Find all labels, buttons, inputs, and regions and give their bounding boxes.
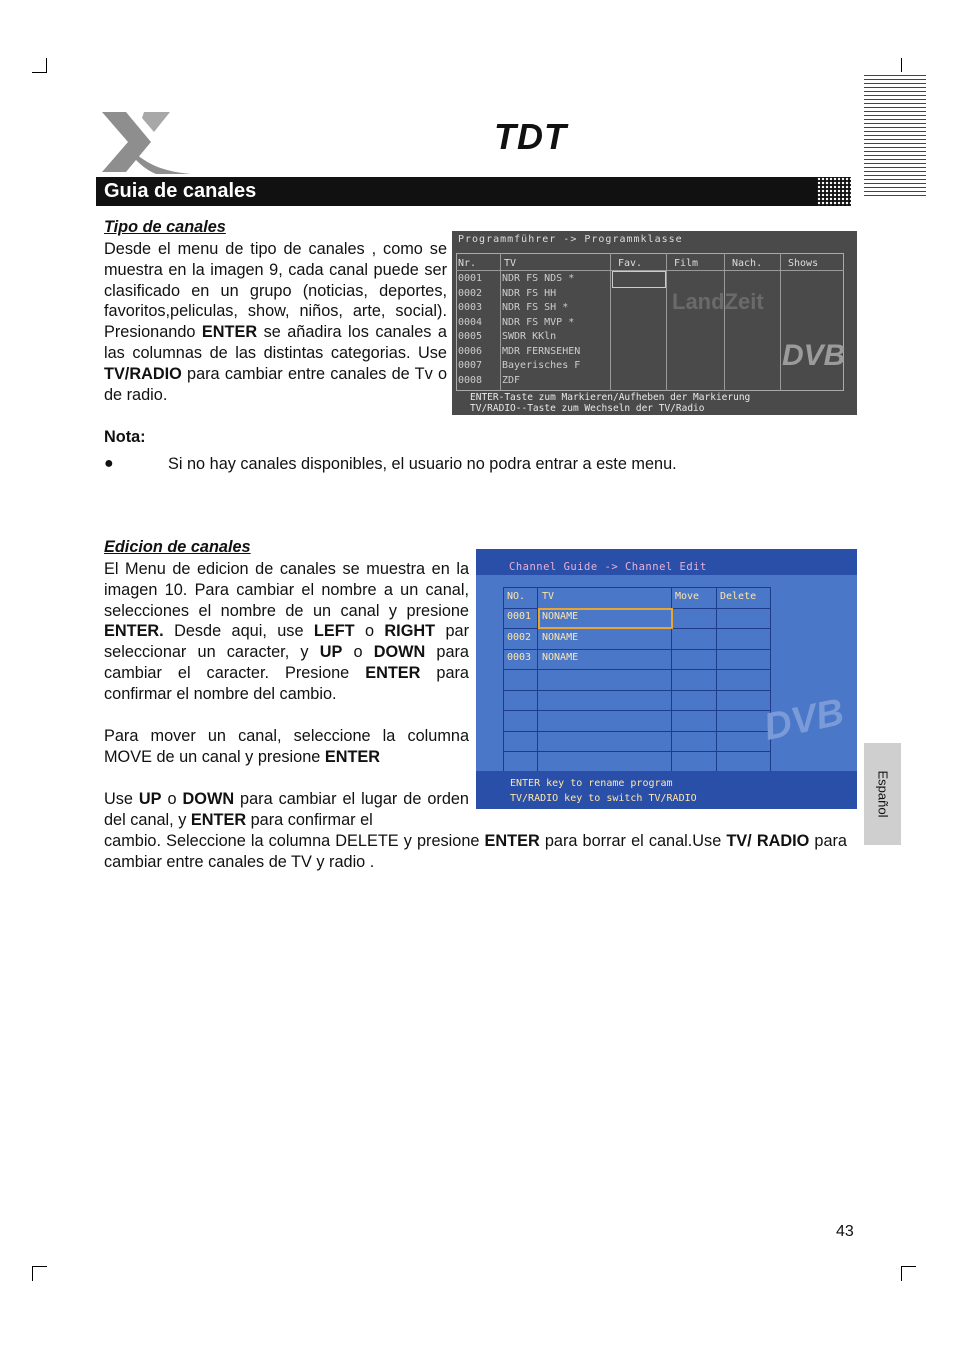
screen2-row-number: 0003 — [507, 652, 532, 663]
edicion-text-8a: cambio. Seleccione la columna DELETE y presione — [104, 832, 485, 850]
edicion-enter-3: ENTER — [324, 747, 381, 766]
edicion-text-3: par seleccionar un caracter, y — [104, 622, 469, 662]
screen2-grid-line — [503, 710, 771, 711]
screen2-footer-1: ENTER key to rename program — [510, 778, 673, 789]
edicion-text-2: Desde aqui, use — [163, 622, 314, 641]
screen1-col-nach: Nach. — [732, 258, 763, 269]
edicion-paragraph-3 — [104, 789, 469, 831]
section-header — [96, 177, 851, 206]
edicion-text-7b: para cambiar el lugar de orden del canal, y — [104, 790, 469, 829]
screen2-col-move: Move — [675, 591, 700, 602]
section-title: Guia de canales — [104, 180, 257, 202]
tipo-heading: Tipo de canales — [104, 218, 226, 236]
edicion-or-3: o — [161, 790, 183, 808]
tipo-text-3: para cambiar entre canales de Tv o de radio. — [104, 364, 447, 404]
screen1-col-shows: Shows — [788, 258, 819, 269]
edicion-or-1: o — [354, 622, 385, 641]
screen2-grid-line — [503, 751, 771, 752]
edicion-text-4: para cambiar el caracter. Presione — [104, 643, 469, 682]
brand-logo — [96, 108, 196, 178]
screen2-row — [507, 631, 579, 643]
edicion-up-2: UP — [138, 790, 162, 808]
screen2-row — [507, 611, 579, 622]
screen1-row — [458, 287, 557, 299]
edicion-enter-2: ENTER — [365, 663, 421, 682]
screen2-row — [507, 652, 579, 663]
screen1-col-nr: Nr. — [458, 258, 477, 269]
screen1-row-number: 0003 — [458, 302, 483, 313]
screen1-row-channel: NDR FS MVP * — [502, 316, 575, 328]
screen1-row — [458, 302, 569, 313]
section-bar-dots — [817, 177, 851, 206]
screen1-row-channel: NDR FS HH — [502, 287, 557, 299]
screen2-grid-line — [503, 669, 771, 670]
screen2-col-delete: Delete — [720, 591, 757, 602]
screen1-title: Programmführer -> Programmklasse — [458, 234, 683, 245]
edicion-text-7c: para confirmar el — [246, 810, 373, 829]
screen1-selection-cursor — [612, 271, 666, 288]
screen2-dvb-logo: DVB — [760, 691, 848, 749]
screen2-grid-line — [503, 731, 771, 732]
screen2-title: Channel Guide -> Channel Edit — [509, 561, 707, 573]
screen1-row-number: 0005 — [458, 331, 483, 342]
edicion-down: DOWN — [373, 643, 426, 662]
screen1-row-channel: NDR FS SH * — [502, 302, 569, 313]
screen2-grid-line — [503, 690, 771, 691]
screen1-footer-2: TV/RADIO--Taste zum Wechseln der TV/Radio — [470, 403, 705, 414]
screen2-col-tv: TV — [542, 591, 555, 602]
screen1-row — [458, 374, 521, 386]
language-tab — [864, 743, 901, 845]
edicion-heading: Edicion de canales — [104, 538, 251, 556]
edicion-text-8b: para borrar el canal.Use — [539, 832, 727, 850]
screen1-row-number: 0006 — [458, 345, 483, 357]
tipo-tvradio: TV/RADIO — [104, 364, 182, 383]
screen2-col-no: NO. — [507, 591, 526, 602]
tipo-text-1: Desde el menu de tipo de canales , como se muestra en la imagen 9, cada canal puede ser clasificado en un grupo (noticias, deportes, favoritos,peliculas, show, niños, arte, social). Presionando — [104, 240, 447, 342]
page-title: TDT — [494, 116, 567, 157]
edicion-enter-4: ENTER — [190, 810, 247, 829]
screen1-row-channel: ZDF — [502, 374, 521, 386]
edicion-left: LEFT — [313, 622, 355, 641]
screen1-watermark: LandZeit — [672, 289, 764, 314]
edicion-paragraph-1 — [104, 559, 469, 705]
edicion-up: UP — [319, 643, 343, 662]
screen1-row-channel: Bayerisches F — [502, 360, 581, 371]
screen1-row-channel: NDR FS NDS * — [502, 273, 575, 284]
screen1-dvb-logo: DVB — [782, 339, 846, 372]
edicion-right: RIGHT — [384, 622, 436, 641]
edicion-tv: TV/ — [726, 832, 752, 850]
screen1-row-number: 0007 — [458, 360, 483, 371]
screen2-row-number: 0002 — [507, 631, 532, 643]
page-number: 43 — [836, 1223, 854, 1240]
screen-channel-edit — [476, 549, 857, 809]
edicion-text-5: para confirmar el nombre del cambio. — [104, 663, 469, 703]
screen1-row-number: 0002 — [458, 287, 483, 299]
screen1-row — [458, 345, 581, 357]
tipo-paragraph — [104, 239, 447, 405]
screen1-row — [458, 360, 581, 371]
edicion-text-6: Para mover un canal, seleccione la columna MOVE de un canal y presione — [104, 727, 469, 766]
tipo-text-2: se añadira los canales a las columnas de las distintas categorias. Use — [104, 323, 447, 362]
edicion-paragraph-2 — [104, 726, 469, 768]
crop-mark-bottom-right — [901, 1266, 916, 1281]
screen1-col-film: Film — [674, 258, 699, 269]
screen2-footer-2: TV/RADIO key to switch TV/RADIO — [510, 793, 697, 804]
crop-mark-top-right — [901, 58, 916, 73]
edicion-enter-1: ENTER. — [104, 622, 164, 641]
screen1-col-fav: Fav. — [618, 258, 643, 269]
screen1-row — [458, 331, 557, 342]
screen-programmklasse — [452, 231, 857, 415]
language-label: Español — [875, 770, 890, 818]
edicion-radio: RADIO — [756, 832, 810, 850]
screen1-row-number: 0001 — [458, 273, 483, 284]
edicion-paragraph-4 — [104, 831, 847, 873]
screen2-grid-line — [503, 649, 771, 650]
nota-bullet-text: Si no hay canales disponibles, el usuario no podra entrar a este menu. — [168, 455, 677, 473]
screen2-row-channel: NONAME — [542, 631, 579, 643]
edicion-text-1: El Menu de edicion de canales se muestra en la imagen 10. Para cambiar el nombre a un canal, selecciones el nombre de un canal y presione — [104, 560, 469, 620]
decorative-stripes — [864, 72, 926, 198]
screen1-row-number: 0008 — [458, 374, 483, 386]
crop-mark-bottom-left — [32, 1266, 47, 1281]
screen1-row — [458, 316, 575, 328]
edicion-or-2: o — [342, 643, 374, 662]
tipo-enter: ENTER — [201, 323, 258, 342]
edicion-text-8c: para cambiar entre canales de TV y radio . — [104, 832, 847, 871]
edicion-text-7a: Use — [104, 790, 139, 808]
screen1-row-channel: MDR FERNSEHEN — [502, 345, 581, 357]
crop-mark-top-left — [32, 58, 47, 73]
screen1-col-tv: TV — [504, 258, 517, 269]
edicion-down-2: DOWN — [182, 790, 235, 808]
screen1-row-number: 0004 — [458, 316, 483, 328]
screen2-row-channel: NONAME — [542, 611, 579, 622]
screen1-row — [458, 273, 575, 284]
bullet-icon: ● — [104, 455, 114, 472]
screen2-row-channel: NONAME — [542, 652, 579, 663]
screen1-row-channel: SWDR KKln — [502, 331, 557, 342]
edicion-enter-5: ENTER — [484, 832, 540, 850]
screen2-row-number: 0001 — [507, 611, 532, 622]
nota-label: Nota: — [104, 428, 146, 446]
screen1-footer-1: ENTER-Taste zum Markieren/Aufheben der Markierung — [470, 392, 751, 403]
